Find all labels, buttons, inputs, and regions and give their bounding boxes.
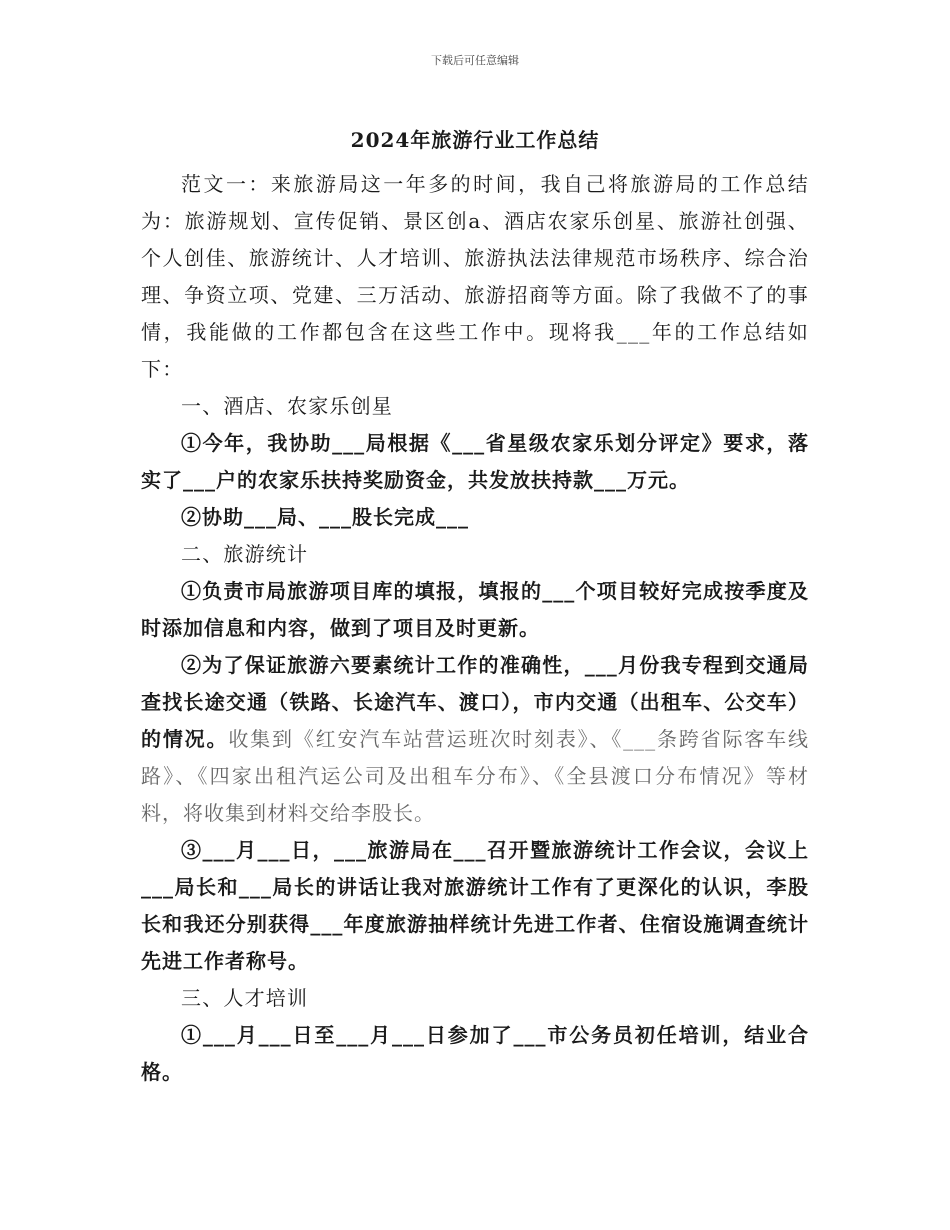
paragraph-stats-1: ①负责市局旅游项目库的填报，填报的___个项目较好完成按季度及时添加信息和内容，做到了项目及时更新。 [141,579,809,640]
paragraph-hotel-1: ①今年，我协助___局根据《___省星级农家乐划分评定》要求，落实了___户的农家乐扶持奖励资金，共发放扶持款___万元。 [141,431,809,492]
paragraph-training-1: ①___月___日至___月___日参加了___市公务员初任培训，结业合格。 [141,1023,809,1084]
section-heading-training: 三、人才培训 [181,986,309,1010]
paragraph-stats-2-gray: 收集到《红安汽车站营运班次时刻表》、《___条跨省际客车线路》、《四家出租汽运公司及出租车分布》、《全县渡口分布情况》等材料，将收集到材料交给李股长。 [141,727,810,825]
paragraph-stats-2 [141,647,809,832]
paragraph-hotel-2: ②协助___局、___股长完成___ [181,505,469,529]
intro-paragraph: 范文一：来旅游局这一年多的时间，我自己将旅游局的工作总结为：旅游规划、宣传促销、景区创a、酒店农家乐创星、旅游社创强、个人创佳、旅游统计、人才培训、旅游执法法律规范市场秩序、综合治理、争资立项、党建、三万活动、旅游招商等方面。除了我做不了的事情，我能做的工作都包含在这些工作中。现将我___年的工作总结如下： [141,172,809,381]
paragraph-stats-3: ③___月___日，___旅游局在___召开暨旅游统计工作会议，会议上___局长和___局长的讲话让我对旅游统计工作有了更深化的认识，李股长和我还分别获得___年度旅游抽样统计先进工作者、住宿设施调查统计先进工作者称号。 [141,838,809,973]
document-title: 2024年旅游行业工作总结 [350,128,600,152]
section-heading-tourism-stats: 二、旅游统计 [181,542,309,566]
document-body [141,166,809,1091]
paragraph-stats-2-bold: ②为了保证旅游六要素统计工作的准确性，___月份我专程到交通局查找长途交通（铁路、长途汽车、渡口），市内交通（出租车、公交车）的情况。 [141,653,809,751]
page-header-note: 下载后可任意编辑 [431,54,519,67]
section-heading-hotel-farmstay: 一、酒店、农家乐创星 [181,394,393,418]
